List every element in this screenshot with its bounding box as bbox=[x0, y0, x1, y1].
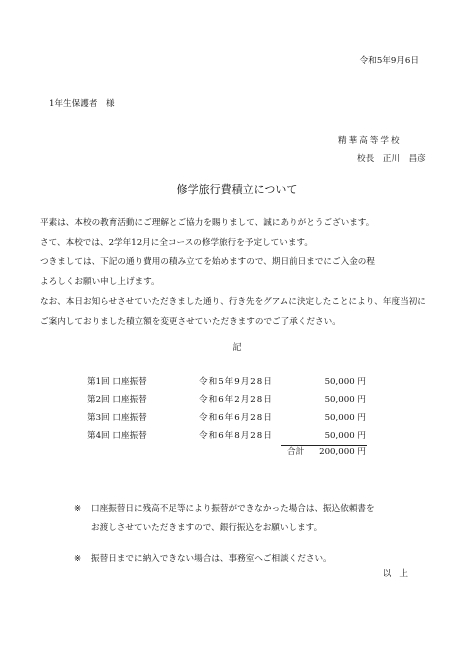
schedule-label: 第1回 口座振替 bbox=[87, 377, 147, 387]
principal-name: 校長 正川 昌彦 bbox=[357, 154, 426, 164]
paragraph-announcement bbox=[40, 233, 436, 253]
closing-mark: 以上 bbox=[382, 569, 416, 579]
note-line: 口座振替日に残高不足等により振替ができなかった場合は、振込依頼書を bbox=[91, 504, 375, 514]
document-title: 修学旅行費積立について bbox=[176, 183, 298, 196]
schedule-row bbox=[0, 396, 474, 408]
total-row bbox=[0, 448, 474, 460]
ki-heading: 記 bbox=[232, 343, 242, 353]
schedule-label: 第2回 口座振替 bbox=[87, 395, 147, 405]
paragraph-greeting bbox=[40, 213, 436, 233]
note-consultation bbox=[74, 550, 332, 569]
paragraph-line: ご案内しておりました積立額を変更させていただきますのでご了承ください。 bbox=[40, 317, 341, 327]
schedule-row bbox=[0, 378, 474, 390]
schedule-label: 第3回 口座振替 bbox=[87, 413, 147, 423]
document-date: 令和5年9月6日 bbox=[359, 56, 419, 66]
schedule-date: 令和6年6月28日 bbox=[199, 413, 273, 423]
schedule-amount: 50,000 円 bbox=[324, 431, 366, 441]
school-name: 精華高等学校 bbox=[338, 136, 402, 146]
paragraph-line: なお、本日お知らせさせていただきました通り、行き先をグアムに決定したことにより、年度当初に bbox=[40, 297, 426, 307]
total-label: 合計 bbox=[287, 447, 305, 457]
paragraph-line: さて、本校では、2学年12月に全コースの修学旅行を予定しています。 bbox=[40, 238, 313, 248]
paragraph-line: 平素は、本校の教育活動にご理解とご協力を賜りまして、誠にありがとうございます。 bbox=[40, 218, 375, 228]
recipient: 1年生保護者 様 bbox=[49, 99, 115, 109]
total-amount: 200,000 円 bbox=[319, 447, 366, 457]
total-divider bbox=[281, 445, 367, 446]
schedule-amount: 50,000 円 bbox=[324, 395, 366, 405]
schedule-date: 令和6年2月28日 bbox=[199, 395, 273, 405]
schedule-date: 令和5年9月28日 bbox=[199, 377, 273, 387]
paragraph-line: つきましては、下記の通り費用の積み立てを始めますので、期日前日までにご入金の程 bbox=[40, 257, 375, 267]
note-line: 振替日までに納入できない場合は、事務室へご相談ください。 bbox=[91, 554, 332, 564]
schedule-amount: 50,000 円 bbox=[324, 413, 366, 423]
note-mark: ※ bbox=[74, 504, 82, 514]
paragraph-notice bbox=[40, 292, 436, 332]
schedule-row bbox=[0, 432, 474, 444]
paragraph-line: よろしくお願い申し上げます。 bbox=[40, 277, 160, 287]
schedule-date: 令和6年8月28日 bbox=[199, 431, 273, 441]
note-mark: ※ bbox=[74, 554, 82, 564]
paragraph-request bbox=[40, 252, 436, 292]
note-line: お渡しさせていただきますので、銀行振込をお願いします。 bbox=[91, 523, 323, 533]
schedule-row bbox=[0, 414, 474, 426]
note-bank-transfer bbox=[74, 500, 375, 538]
schedule-amount: 50,000 円 bbox=[324, 377, 366, 387]
schedule-label: 第4回 口座振替 bbox=[87, 431, 147, 441]
